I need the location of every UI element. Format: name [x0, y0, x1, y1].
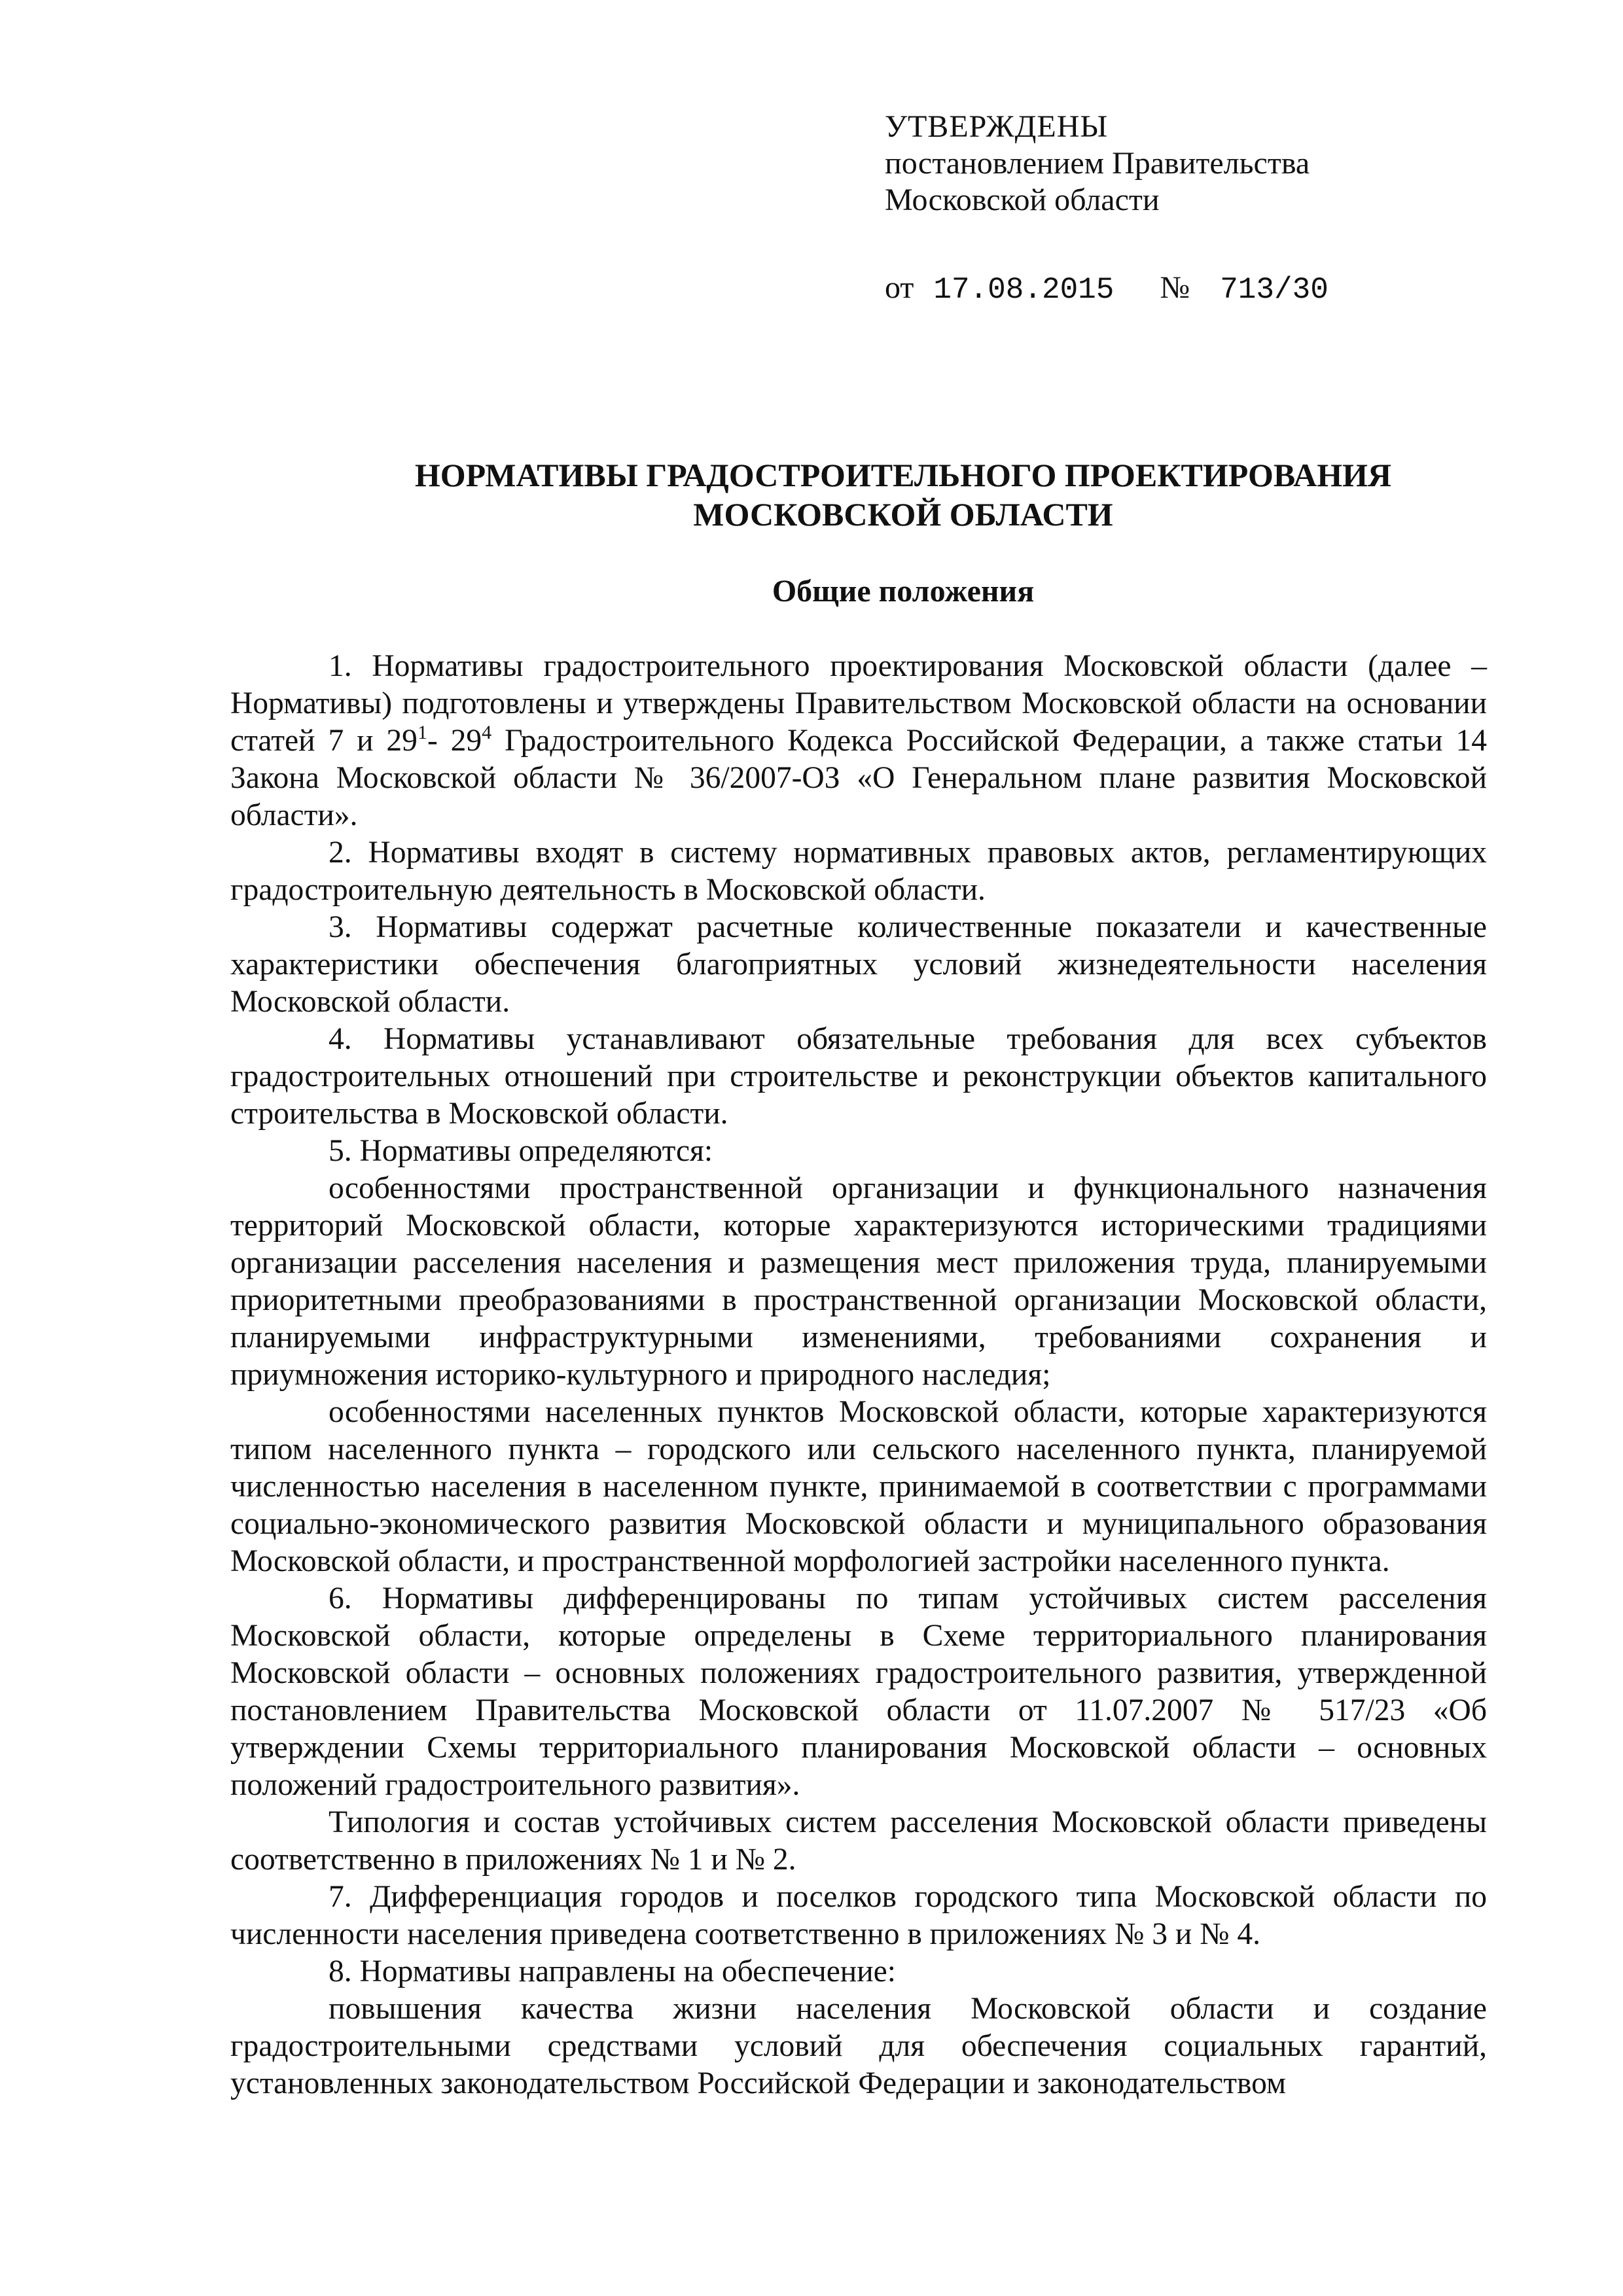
- paragraph-4: 4. Нормативы устанавливают обязательные требования для всех субъектов градостроительных отношений при строительстве и реконструкции объектов капитального строительства в Московской области.: [230, 1022, 1487, 1131]
- approval-line-decree: постановлением Правительства: [885, 146, 1310, 181]
- paragraph-1-text-c: Градостроительного Кодекса Российской Федерации, а также статьи 14 Закона Московской области № 36/2007-ОЗ «О Генеральном плане развития Московской области».: [230, 724, 1487, 832]
- paragraph-1-sup-1: 1: [417, 722, 427, 743]
- paragraph-7: 7. Дифференциация городов и поселков городского типа Московской области по численности населения приведена соответственно в приложениях № 3 и № 4.: [230, 1880, 1487, 1951]
- decree-number-sign: №: [1160, 270, 1190, 305]
- approval-title: УТВЕРЖДЕНЫ: [885, 109, 1109, 144]
- section-title: Общие положения: [772, 574, 1035, 609]
- paragraph-1-text-a: 1. Нормативы градостроительного проектирования Московской области (далее – Нормативы) подготовлены и утверждены Правительством Московской области на основании статей 7 и 29: [230, 649, 1487, 758]
- decree-from-label: от: [885, 270, 914, 305]
- approval-line-region: Московской области: [885, 183, 1160, 217]
- paragraph-6: 6. Нормативы дифференцированы по типам устойчивых систем расселения Московской области, которые определены в Схеме территориального планирования Московской области – основных положениях градостроительного развития, утвержденной постановлением Правительства Московской области от 11.07.2007 № 517/23 «Об утверждении Схемы территориального планирования Московской области – основных положений градостроительного развития».: [230, 1581, 1487, 1802]
- paragraph-2: 2. Нормативы входят в систему нормативных правовых актов, регламентирующих градостроительную деятельность в Московской области.: [230, 836, 1487, 907]
- document-body: [230, 648, 1487, 2102]
- document-title-line-2: МОСКОВСКОЙ ОБЛАСТИ: [693, 496, 1113, 533]
- paragraph-1-sup-2: 4: [482, 722, 492, 743]
- paragraph-5-item-2: особенностями населенных пунктов Московской области, которые характеризуются типом населенного пункта – городского или сельского населенного пункта, планируемой численностью населения в населенном пункте, принимаемой в соответствии с программами социально-экономического развития Московской области и муниципального образования Московской области, и пространственной морфологией застройки населенного пункта.: [230, 1395, 1487, 1578]
- decree-date-number: [885, 270, 1329, 308]
- approval-stamp: [885, 109, 1310, 219]
- paragraph-5-item-1: особенностями пространственной организации и функционального назначения территорий Московской области, которые характеризуются историческими традициями организации расселения населения и размещения мест приложения труда, планируемыми приоритетными преобразованиями в пространственной организации Московской области, планируемыми инфраструктурными изменениями, требованиями сохранения и приумножения историко-культурного и природного наследия;: [230, 1171, 1487, 1392]
- paragraph-6-note: Типология и состав устойчивых систем расселения Московской области приведены соответственно в приложениях № 1 и № 2.: [230, 1805, 1487, 1877]
- document-title-line-1: НОРМАТИВЫ ГРАДОСТРОИТЕЛЬНОГО ПРОЕКТИРОВАНИЯ: [414, 457, 1392, 493]
- paragraph-1: [230, 648, 1487, 834]
- paragraph-8: 8. Нормативы направлены на обеспечение:: [329, 1954, 896, 1988]
- decree-date: 17.08.2015: [933, 273, 1115, 307]
- paragraph-8-item-1: повышения качества жизни населения Московской области и создание градостроительными средствами условий для обеспечения социальных гарантий, установленных законодательством Российской Федерации и законодательством: [230, 1992, 1487, 2100]
- paragraph-1-text-b: - 29: [427, 724, 482, 758]
- document-title: [229, 455, 1577, 534]
- paragraph-3: 3. Нормативы содержат расчетные количественные показатели и качественные характеристики обеспечения благоприятных условий жизнедеятельности населения Московской области.: [230, 910, 1487, 1019]
- paragraph-5: 5. Нормативы определяются:: [329, 1134, 713, 1168]
- decree-number: 713/30: [1220, 273, 1329, 307]
